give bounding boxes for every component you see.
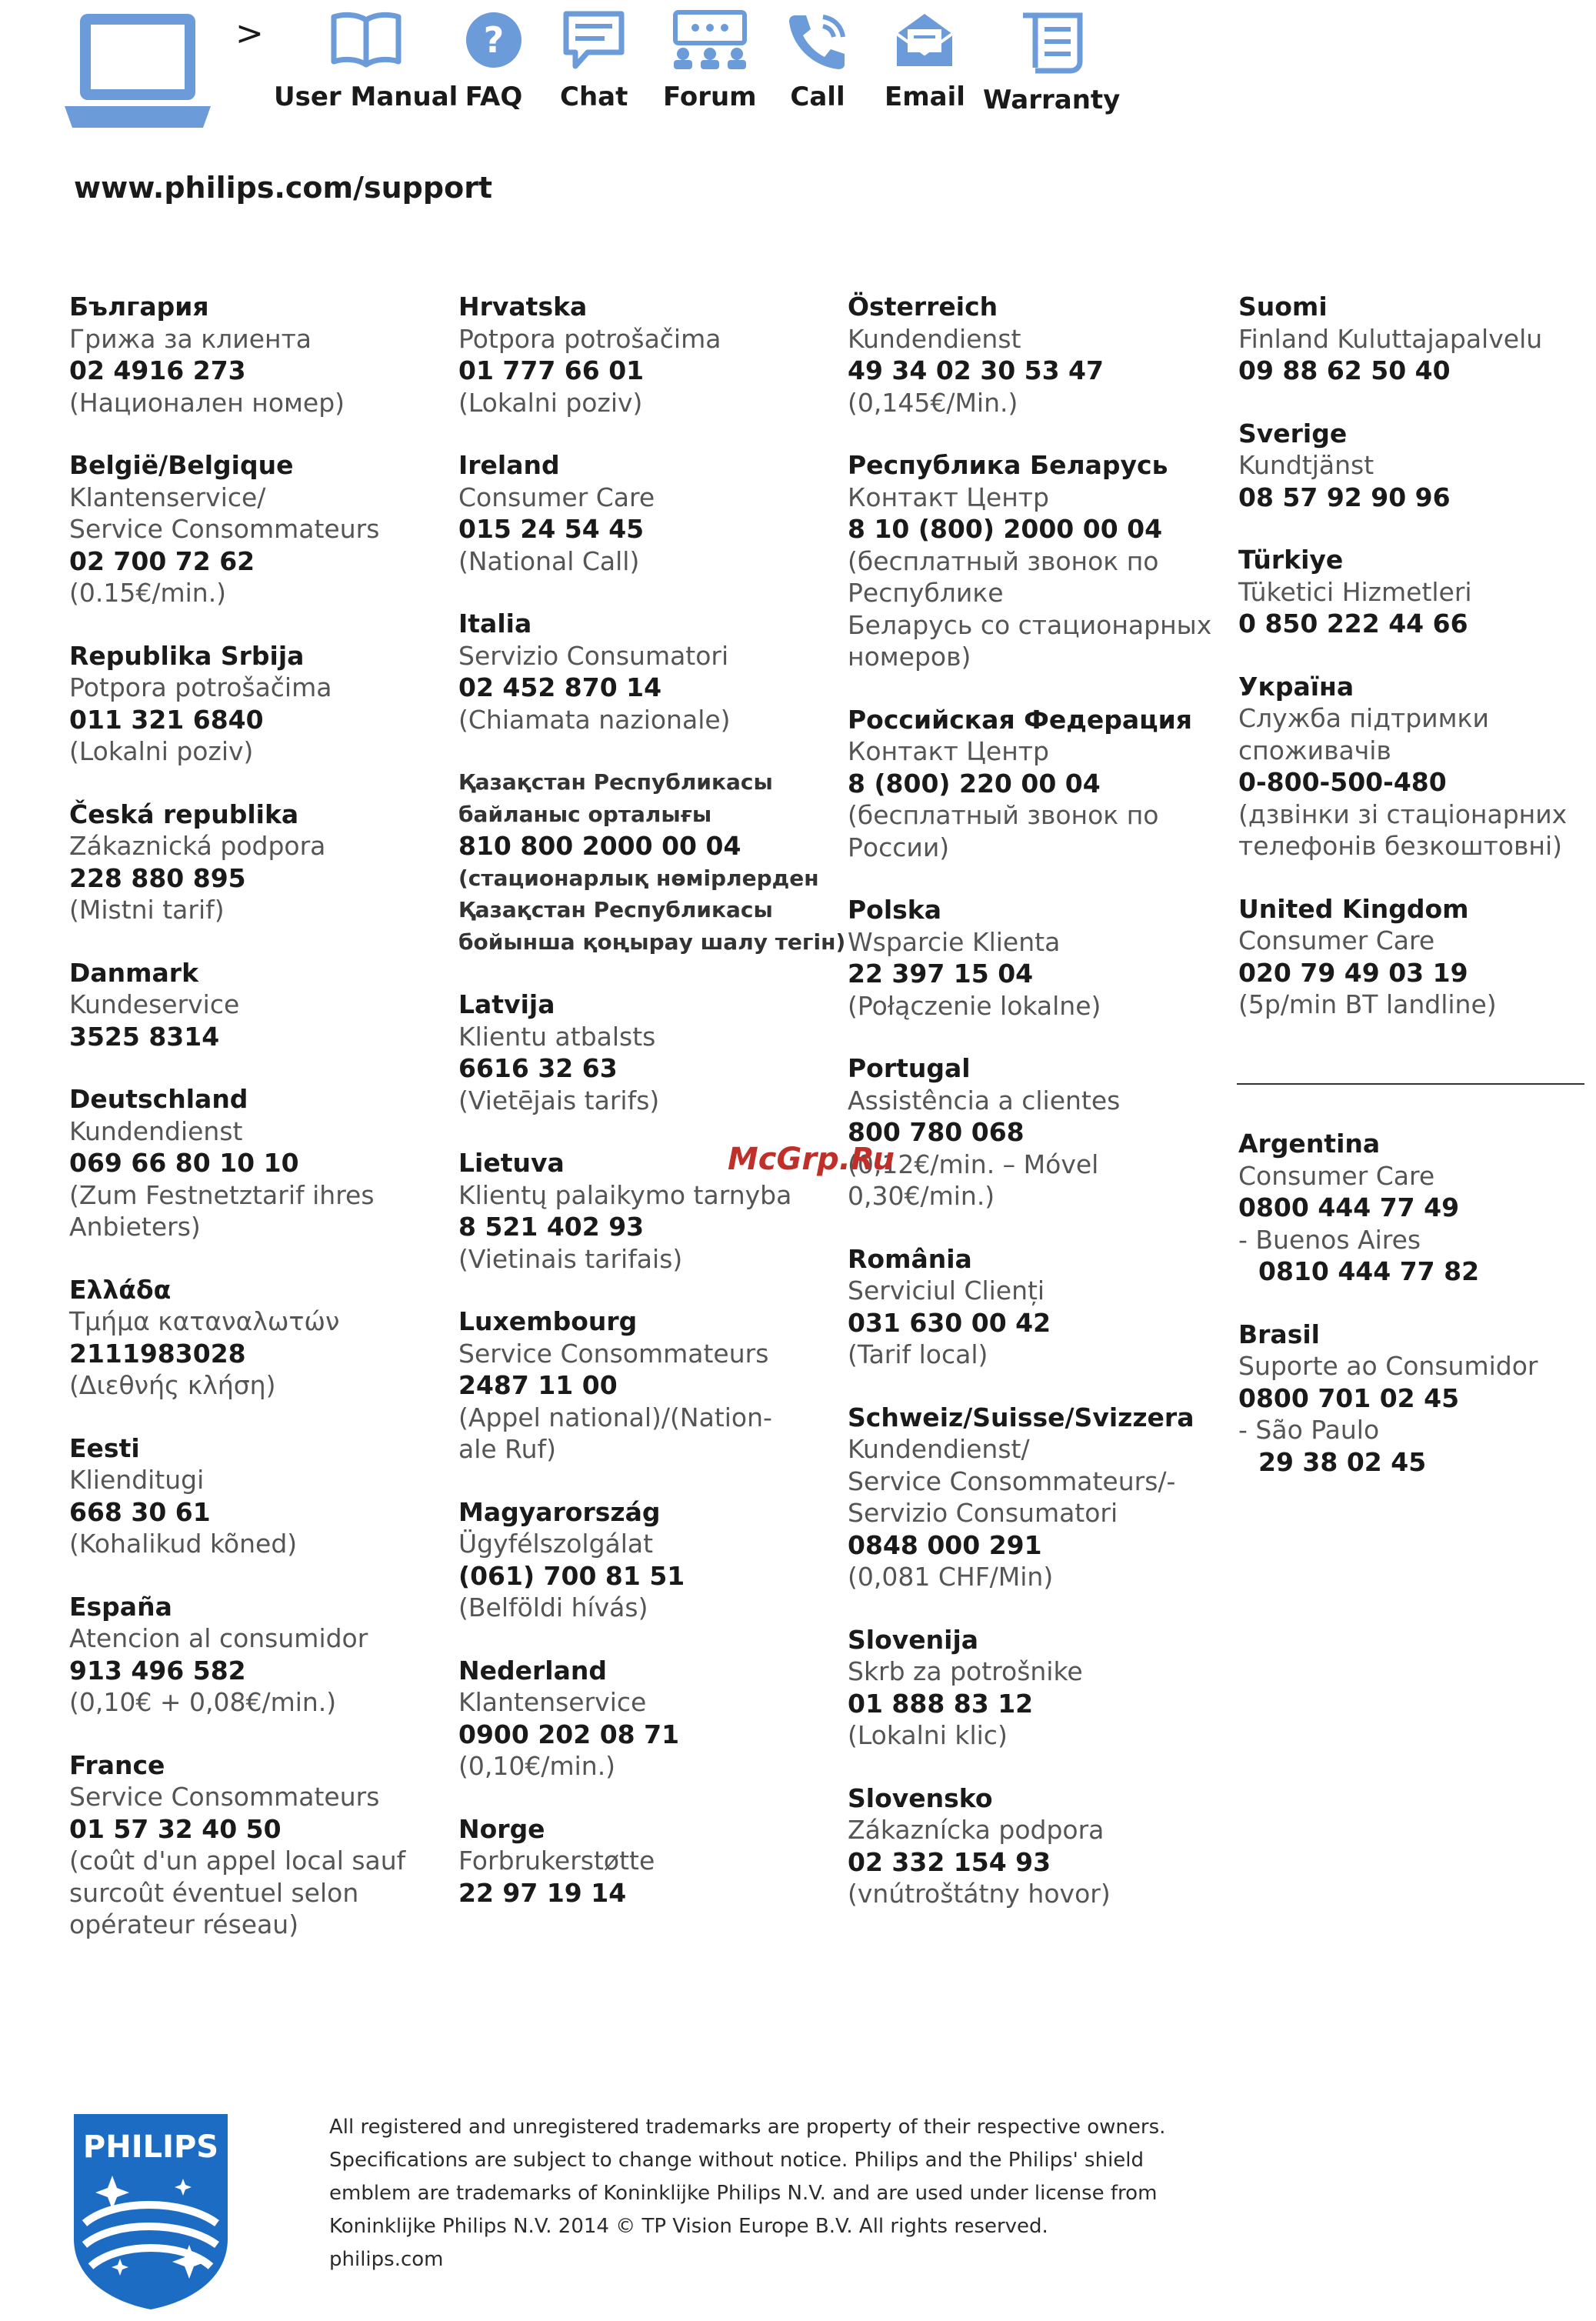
call-note: Anbieters): [69, 1212, 201, 1242]
service-name: Service Consommateurs: [69, 514, 380, 544]
country-name: Luxembourg: [458, 1306, 638, 1336]
footer-line: Koninklijke Philips N.V. 2014 © TP Vision Europe B.V. All rights reserved.: [329, 2215, 1048, 2238]
country-name: Lietuva: [458, 1148, 565, 1178]
call-link[interactable]: [783, 9, 852, 112]
call-note: (Tarif local): [848, 1339, 988, 1369]
service-name: Klientu atbalsts: [458, 1021, 656, 1052]
chevron-right-icon: >: [235, 14, 264, 53]
country-name: België/Belgique: [69, 450, 294, 480]
phone-number: 0 850 222 44 66: [1238, 609, 1468, 639]
service-name: Suporte ao Consumidor: [1238, 1351, 1538, 1381]
call-note: ale Ruf): [458, 1434, 557, 1464]
contact-entry-united-kingdom: [1238, 893, 1592, 1021]
call-note: (Appel national)/(Nation-: [458, 1402, 772, 1432]
question-icon: [463, 9, 525, 71]
service-name: Atencion al consumidor: [69, 1623, 368, 1653]
phone-number: 8 10 (800) 2000 00 04: [848, 514, 1163, 544]
contact-entry-italy: [458, 608, 835, 735]
service-name: Zákaznícka podpora: [848, 1815, 1105, 1845]
support-icon-bar: [0, 0, 1596, 154]
contact-entry-sweden: [1238, 418, 1592, 514]
country-name: Schweiz/Suisse/Svizzera: [848, 1402, 1195, 1432]
call-note: (дзвінки зі стаціонарних: [1238, 799, 1568, 829]
contact-entry-norway: [458, 1813, 835, 1909]
phone-number: (061) 700 81 51: [458, 1560, 685, 1591]
contact-entry-slovenia: [848, 1624, 1224, 1752]
contact-entry-kazakhstan: [458, 766, 846, 958]
service-name: Assistência a clientes: [848, 1085, 1121, 1115]
country-name: España: [69, 1591, 172, 1622]
phone-number: 011 321 6840: [69, 704, 264, 735]
section-divider: [1237, 1083, 1584, 1085]
phone-number: 02 700 72 62: [69, 545, 255, 576]
call-note: (Vietinais tarifais): [458, 1243, 683, 1274]
call-note: (Kohalikud kõned): [69, 1529, 298, 1559]
contact-entry-spain: [69, 1591, 446, 1719]
contacts-latam: [1238, 1128, 1592, 1509]
country-name: United Kingdom: [1238, 893, 1469, 924]
call-note: Республике: [848, 578, 1004, 608]
phone-number: 031 630 00 42: [848, 1307, 1051, 1338]
service-name: Servizio Consumatori: [848, 1498, 1118, 1528]
country-name: Nederland: [458, 1655, 607, 1686]
country-name: Italia: [458, 609, 532, 639]
service-name: Potpora potrošačima: [69, 672, 332, 702]
contact-entry-slovakia: [848, 1782, 1224, 1910]
call-note: России): [848, 832, 950, 862]
contact-entry-ukraine: [1238, 671, 1592, 862]
contacts-column-4: [1238, 291, 1592, 1052]
call-note: 0,30€/min.): [848, 1181, 995, 1211]
country-name: Brasil: [1238, 1319, 1320, 1349]
call-label: Call: [790, 82, 845, 112]
country-name: Slovenija: [848, 1624, 979, 1655]
country-name: Hrvatska: [458, 292, 588, 322]
phone-number: 020 79 49 03 19: [1238, 957, 1468, 988]
phone-number: 08 57 92 90 96: [1238, 482, 1451, 512]
phone-number: 02 4916 273: [69, 355, 246, 385]
sub-phone-number: 0810 444 77 82: [1258, 1256, 1480, 1286]
phone-number: 913 496 582: [69, 1655, 246, 1686]
phone-number: 0800 701 02 45: [1238, 1382, 1460, 1413]
call-note: (5p/min BT landline): [1238, 989, 1497, 1019]
contact-entry-switzerland: [848, 1402, 1224, 1593]
country-name: Sverige: [1238, 418, 1348, 449]
contact-entry-belgium: [69, 449, 446, 609]
call-note: (Chiamata nazionale): [458, 704, 731, 735]
phone-number: 01 777 66 01: [458, 355, 645, 385]
service-name: Служба підтримки: [1238, 703, 1489, 733]
svg-text:?: ?: [483, 19, 505, 61]
phone-number: 800 780 068: [848, 1117, 1025, 1147]
call-note: (0,10€/min.): [458, 1751, 616, 1781]
warranty-icon: [1017, 9, 1086, 74]
call-note: (Zum Festnetztarif ihres: [69, 1179, 375, 1210]
forum-link[interactable]: [663, 9, 757, 112]
call-note: surcoût éventuel selon: [69, 1877, 359, 1908]
call-note: (Belföldi hívás): [458, 1592, 648, 1622]
phone-number: 015 24 54 45: [458, 514, 645, 544]
call-note: Беларусь со стационарных: [848, 609, 1212, 640]
contact-entry-poland: [848, 894, 1224, 1022]
service-name: Servizio Consumatori: [458, 640, 729, 671]
phone-number: 01 57 32 40 50: [69, 1813, 282, 1844]
logo-wordmark: PHILIPS: [82, 2129, 219, 2165]
call-note: (0.15€/min.): [69, 578, 227, 608]
service-name: споживачів: [1238, 735, 1391, 765]
phone-number: 49 34 02 30 53 47: [848, 355, 1104, 385]
service-name: Klienditugi: [69, 1465, 205, 1495]
call-note: (Mistni tarif): [69, 895, 225, 925]
country-name: Ελλάδα: [69, 1274, 172, 1305]
service-name: Klantenservice/: [69, 482, 266, 512]
contact-entry-estonia: [69, 1432, 446, 1560]
service-name: Serviciul Clienți: [848, 1276, 1045, 1306]
call-note: номеров): [848, 642, 971, 672]
service-name: Service Consommateurs: [458, 1338, 769, 1369]
contact-entry-finland: [1238, 291, 1592, 387]
service-name: Zákaznická podpora: [69, 831, 326, 861]
phone-number: 0900 202 08 71: [458, 1719, 680, 1749]
country-name: Norge: [458, 1813, 545, 1844]
phone-number: 2111983028: [69, 1338, 246, 1369]
watermark-text: McGrp.Ru: [728, 1142, 895, 1177]
user-manual-link[interactable]: [274, 9, 458, 112]
chat-icon: [561, 9, 626, 71]
phone-number: 02 452 870 14: [458, 672, 662, 702]
contact-entry-latvia: [458, 989, 835, 1116]
user-manual-label: User Manual: [274, 82, 458, 112]
phone-number: 810 800 2000 00 04: [458, 831, 741, 861]
phone-number: 668 30 61: [69, 1496, 211, 1527]
call-note: (Połączenie lokalne): [848, 990, 1101, 1021]
contact-entry-bulgaria: [69, 291, 446, 419]
country-name: Slovensko: [848, 1782, 993, 1813]
chat-link[interactable]: [560, 9, 628, 112]
service-name: Finland Kuluttajapalvelu: [1238, 323, 1543, 354]
contact-entry-netherlands: [458, 1655, 835, 1782]
service-name: Контакт Центр: [848, 736, 1049, 766]
forum-icon: [668, 9, 752, 71]
philips-shield-logo: [68, 2108, 234, 2314]
phone-number: 228 880 895: [69, 862, 246, 893]
phone-icon: [783, 9, 852, 71]
country-name: Deutschland: [69, 1084, 248, 1114]
service-name: Potpora potrošačima: [458, 323, 721, 354]
faq-link[interactable]: [463, 9, 525, 112]
phone-number: 0-800-500-480: [1238, 767, 1447, 797]
phone-number: 0848 000 291: [848, 1529, 1042, 1560]
contact-entry-serbia: [69, 640, 446, 768]
phone-number: 3525 8314: [69, 1021, 220, 1052]
contact-entry-portugal: [848, 1052, 1224, 1212]
call-note: (Διεθνής κλήση): [69, 1370, 276, 1400]
service-name: Контакт Центр: [848, 482, 1049, 512]
contact-entry-argentina: [1238, 1128, 1592, 1288]
call-note: opérateur réseau): [69, 1909, 299, 1939]
country-name: Argentina: [1238, 1129, 1381, 1159]
service-name: Kundendienst/: [848, 1434, 1030, 1464]
country-name: România: [848, 1243, 972, 1274]
contact-entry-ireland: [458, 449, 835, 577]
country-name: France: [69, 1749, 165, 1780]
contact-entry-turkey: [1238, 544, 1592, 640]
service-name: Service Consommateurs/-: [848, 1466, 1176, 1496]
footer-link[interactable]: philips.com: [329, 2248, 444, 2271]
contact-entry-belarus: [848, 449, 1224, 673]
country-name: Danmark: [69, 957, 199, 988]
phone-number: 01 888 83 12: [848, 1688, 1034, 1719]
contact-entry-brazil: [1238, 1319, 1592, 1479]
service-name: Грижа за клиента: [69, 323, 312, 354]
contact-entry-croatia: [458, 291, 835, 419]
contact-entry-hungary: [458, 1496, 835, 1624]
contact-entry-luxembourg: [458, 1306, 835, 1466]
contact-entry-romania: [848, 1243, 1224, 1371]
service-name: байланыс орталығы: [458, 801, 712, 827]
email-label: Email: [885, 82, 965, 112]
country-name: Республика Беларусь: [848, 450, 1168, 480]
country-name: Российская Федерация: [848, 704, 1192, 735]
service-name: Kundeservice: [69, 989, 240, 1019]
call-note: (0,145€/Min.): [848, 387, 1018, 418]
country-name: Česká republika: [69, 799, 299, 829]
sub-phone-number: 29 38 02 45: [1258, 1446, 1427, 1477]
support-url[interactable]: www.philips.com/support: [74, 171, 493, 205]
phone-number: 6616 32 63: [458, 1053, 618, 1083]
service-name: Τμήμα καταναλωτών: [69, 1306, 340, 1336]
phone-number: 22 97 19 14: [458, 1877, 627, 1908]
country-name: Қазақстан Республикасы: [458, 769, 773, 795]
email-icon: [892, 9, 957, 71]
call-note: (coût d'un appel local sauf: [69, 1846, 406, 1876]
country-name: Magyarország: [458, 1496, 661, 1527]
service-name: Consumer Care: [458, 482, 655, 512]
service-name: Kundendienst: [69, 1115, 243, 1146]
contact-entry-france: [69, 1749, 446, 1941]
warranty-link[interactable]: [983, 9, 1120, 115]
call-note: (Национален номер): [69, 387, 345, 418]
service-name: Consumer Care: [1238, 925, 1435, 955]
phone-number: 0800 444 77 49: [1238, 1192, 1460, 1222]
service-name: Forbrukerstøtte: [458, 1846, 655, 1876]
sub-service-name: - Buenos Aires: [1238, 1224, 1421, 1255]
call-note: (бесплатный звонок по: [848, 545, 1159, 576]
contacts-column-1: [69, 291, 446, 1972]
call-note: (Lokalni klic): [848, 1720, 1008, 1750]
country-name: Eesti: [69, 1432, 140, 1463]
phone-number: 02 332 154 93: [848, 1846, 1051, 1877]
country-name: Suomi: [1238, 292, 1328, 322]
sub-service-name: - São Paulo: [1238, 1415, 1380, 1445]
contacts-column-2: [458, 291, 846, 1939]
phone-number: 2487 11 00: [458, 1370, 618, 1400]
call-note: (Vietējais tarifs): [458, 1085, 660, 1115]
call-note: (National Call): [458, 545, 640, 576]
contact-entry-czech: [69, 799, 446, 926]
call-note: бойынша қоңырау шалу тегін): [458, 929, 846, 955]
service-name: Ügyfélszolgálat: [458, 1529, 654, 1559]
service-name: Service Consommateurs: [69, 1782, 380, 1812]
contact-entry-austria: [848, 291, 1224, 419]
call-note: (бесплатный звонок по: [848, 800, 1159, 830]
call-note: телефонів безкоштовні): [1238, 831, 1563, 861]
call-note: Қазақстан Республикасы: [458, 897, 773, 922]
country-name: Österreich: [848, 292, 998, 322]
contact-entry-germany: [69, 1083, 446, 1243]
country-name: Ireland: [458, 450, 560, 480]
service-name: Consumer Care: [1238, 1160, 1435, 1191]
call-note: (0,081 CHF/Min): [848, 1562, 1054, 1592]
laptop-icon: [60, 8, 214, 131]
country-name: Україна: [1238, 671, 1354, 702]
call-note: (стационарлық нөмірлерден: [458, 865, 819, 891]
phone-number: 09 88 62 50 40: [1238, 355, 1451, 385]
country-name: Portugal: [848, 1053, 971, 1083]
service-name: Wsparcie Klienta: [848, 926, 1061, 957]
phone-number: 069 66 80 10 10: [69, 1148, 299, 1178]
country-name: Latvija: [458, 989, 555, 1019]
faq-label: FAQ: [465, 82, 523, 112]
email-link[interactable]: [885, 9, 965, 112]
call-note: (Lokalni poziv): [458, 387, 643, 418]
phone-number: 8 521 402 93: [458, 1212, 645, 1242]
call-note: (0,12€/min. – Móvel: [848, 1149, 1099, 1179]
legal-footer: [329, 2111, 1214, 2276]
country-name: Türkiye: [1238, 545, 1344, 575]
contact-entry-russia: [848, 704, 1224, 864]
forum-label: Forum: [663, 82, 757, 112]
call-note: (Lokalni poziv): [69, 736, 254, 766]
service-name: Skrb za potrošnike: [848, 1656, 1083, 1686]
book-icon: [328, 9, 405, 71]
chat-label: Chat: [560, 82, 628, 112]
service-name: Kundendienst: [848, 323, 1021, 354]
country-name: Republika Srbija: [69, 640, 305, 671]
service-name: Klantenservice: [458, 1687, 647, 1717]
footer-line: emblem are trademarks of Koninklijke Philips N.V. and are used under license from: [329, 2182, 1158, 2205]
contact-entry-denmark: [69, 957, 446, 1053]
call-note: (vnútroštátny hovor): [848, 1879, 1111, 1909]
footer-line: Specifications are subject to change without notice. Philips and the Philips' shield: [329, 2149, 1145, 2172]
service-name: Tüketici Hizmetleri: [1238, 576, 1472, 607]
warranty-label: Warranty: [983, 85, 1121, 115]
contacts-column-3: [848, 291, 1224, 1941]
contact-entry-greece: [69, 1274, 446, 1402]
service-name: Kundtjänst: [1238, 450, 1374, 480]
phone-number: 8 (800) 220 00 04: [848, 768, 1101, 799]
call-note: (0,10€ + 0,08€/min.): [69, 1687, 337, 1717]
phone-number: 22 397 15 04: [848, 959, 1034, 989]
footer-line: All registered and unregistered trademarks are property of their respective owners.: [329, 2116, 1166, 2139]
service-name: Klientų palaikymo tarnyba: [458, 1179, 792, 1210]
country-name: България: [69, 292, 209, 322]
country-name: Polska: [848, 895, 942, 925]
